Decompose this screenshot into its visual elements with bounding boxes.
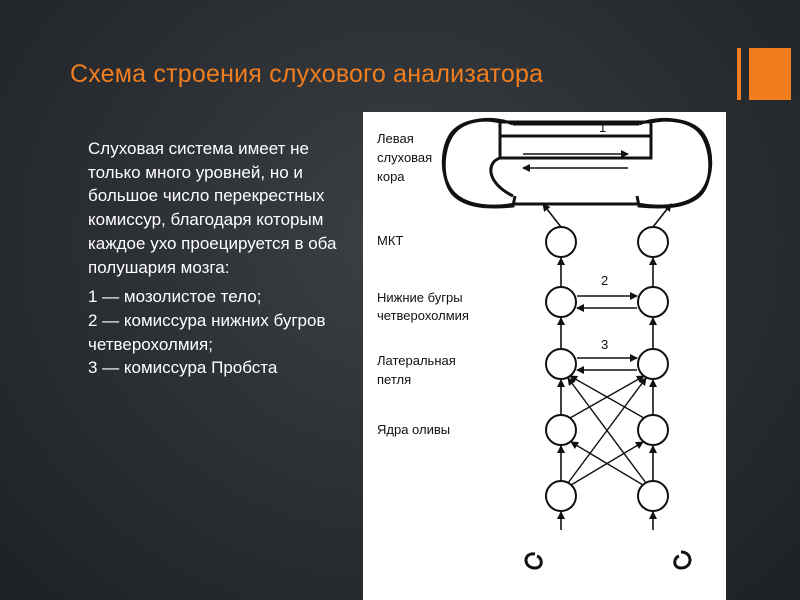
label-lemniscus-line1: Латеральная	[377, 353, 456, 368]
accent-bars-decoration	[737, 48, 791, 100]
ear-left-icon	[526, 554, 541, 568]
label-mkt: МКТ	[377, 233, 404, 248]
legend-item-3: 3 — комиссура Пробста	[88, 358, 278, 378]
auditory-pathway-diagram	[363, 112, 726, 600]
node-mkt-left	[546, 227, 576, 257]
node-lemniscus-left	[546, 349, 576, 379]
node-colliculus-left	[546, 287, 576, 317]
label-cortex-line3: кора	[377, 169, 405, 184]
accent-bar-thin	[737, 48, 741, 100]
label-colliculi-line2: четверохолмия	[377, 308, 469, 323]
label-cortex-line1: Левая	[377, 131, 414, 146]
crossing-pathways	[568, 376, 646, 485]
label-cortex-line2: слуховая	[377, 150, 433, 165]
label-olive-nuclei: Ядра оливы	[377, 422, 451, 437]
auditory-pathway-figure	[363, 112, 726, 600]
node-olive-left	[546, 415, 576, 445]
horizontal-commissures	[577, 296, 637, 370]
body-text	[88, 137, 348, 380]
node-lemniscus-right	[638, 349, 668, 379]
commissure-number-3: 3	[601, 337, 609, 352]
cortex-hemispheres-outline	[444, 120, 710, 207]
commissure-number-2: 2	[601, 273, 609, 288]
legend-item-1: 1 — мозолистое тело;	[88, 287, 262, 307]
label-lemniscus-line2: петля	[377, 372, 412, 387]
hemisphere-left	[443, 119, 515, 206]
node-mkt-right	[638, 227, 668, 257]
ear-right-icon	[675, 552, 690, 568]
arrow-mkt-left-to-cortex	[543, 204, 561, 227]
accent-bar-thick	[749, 48, 791, 100]
label-colliculi-line1: Нижние бугры	[377, 290, 463, 305]
commissure-number-1: 1	[599, 120, 607, 135]
node-olive-right	[638, 415, 668, 445]
intro-paragraph: Слуховая система имеет не только много уровней, но и большое число перекрестных комиссур, благодаря которым каждое ухо проецируется в оба полушария мозга:	[88, 139, 337, 277]
legend-item-2: 2 — комиссура нижних бугров четверохолмия;	[88, 310, 326, 354]
node-colliculus-right	[638, 287, 668, 317]
slide-title: Схема строения слухового анализатора	[70, 60, 544, 88]
legend-list	[88, 285, 348, 380]
